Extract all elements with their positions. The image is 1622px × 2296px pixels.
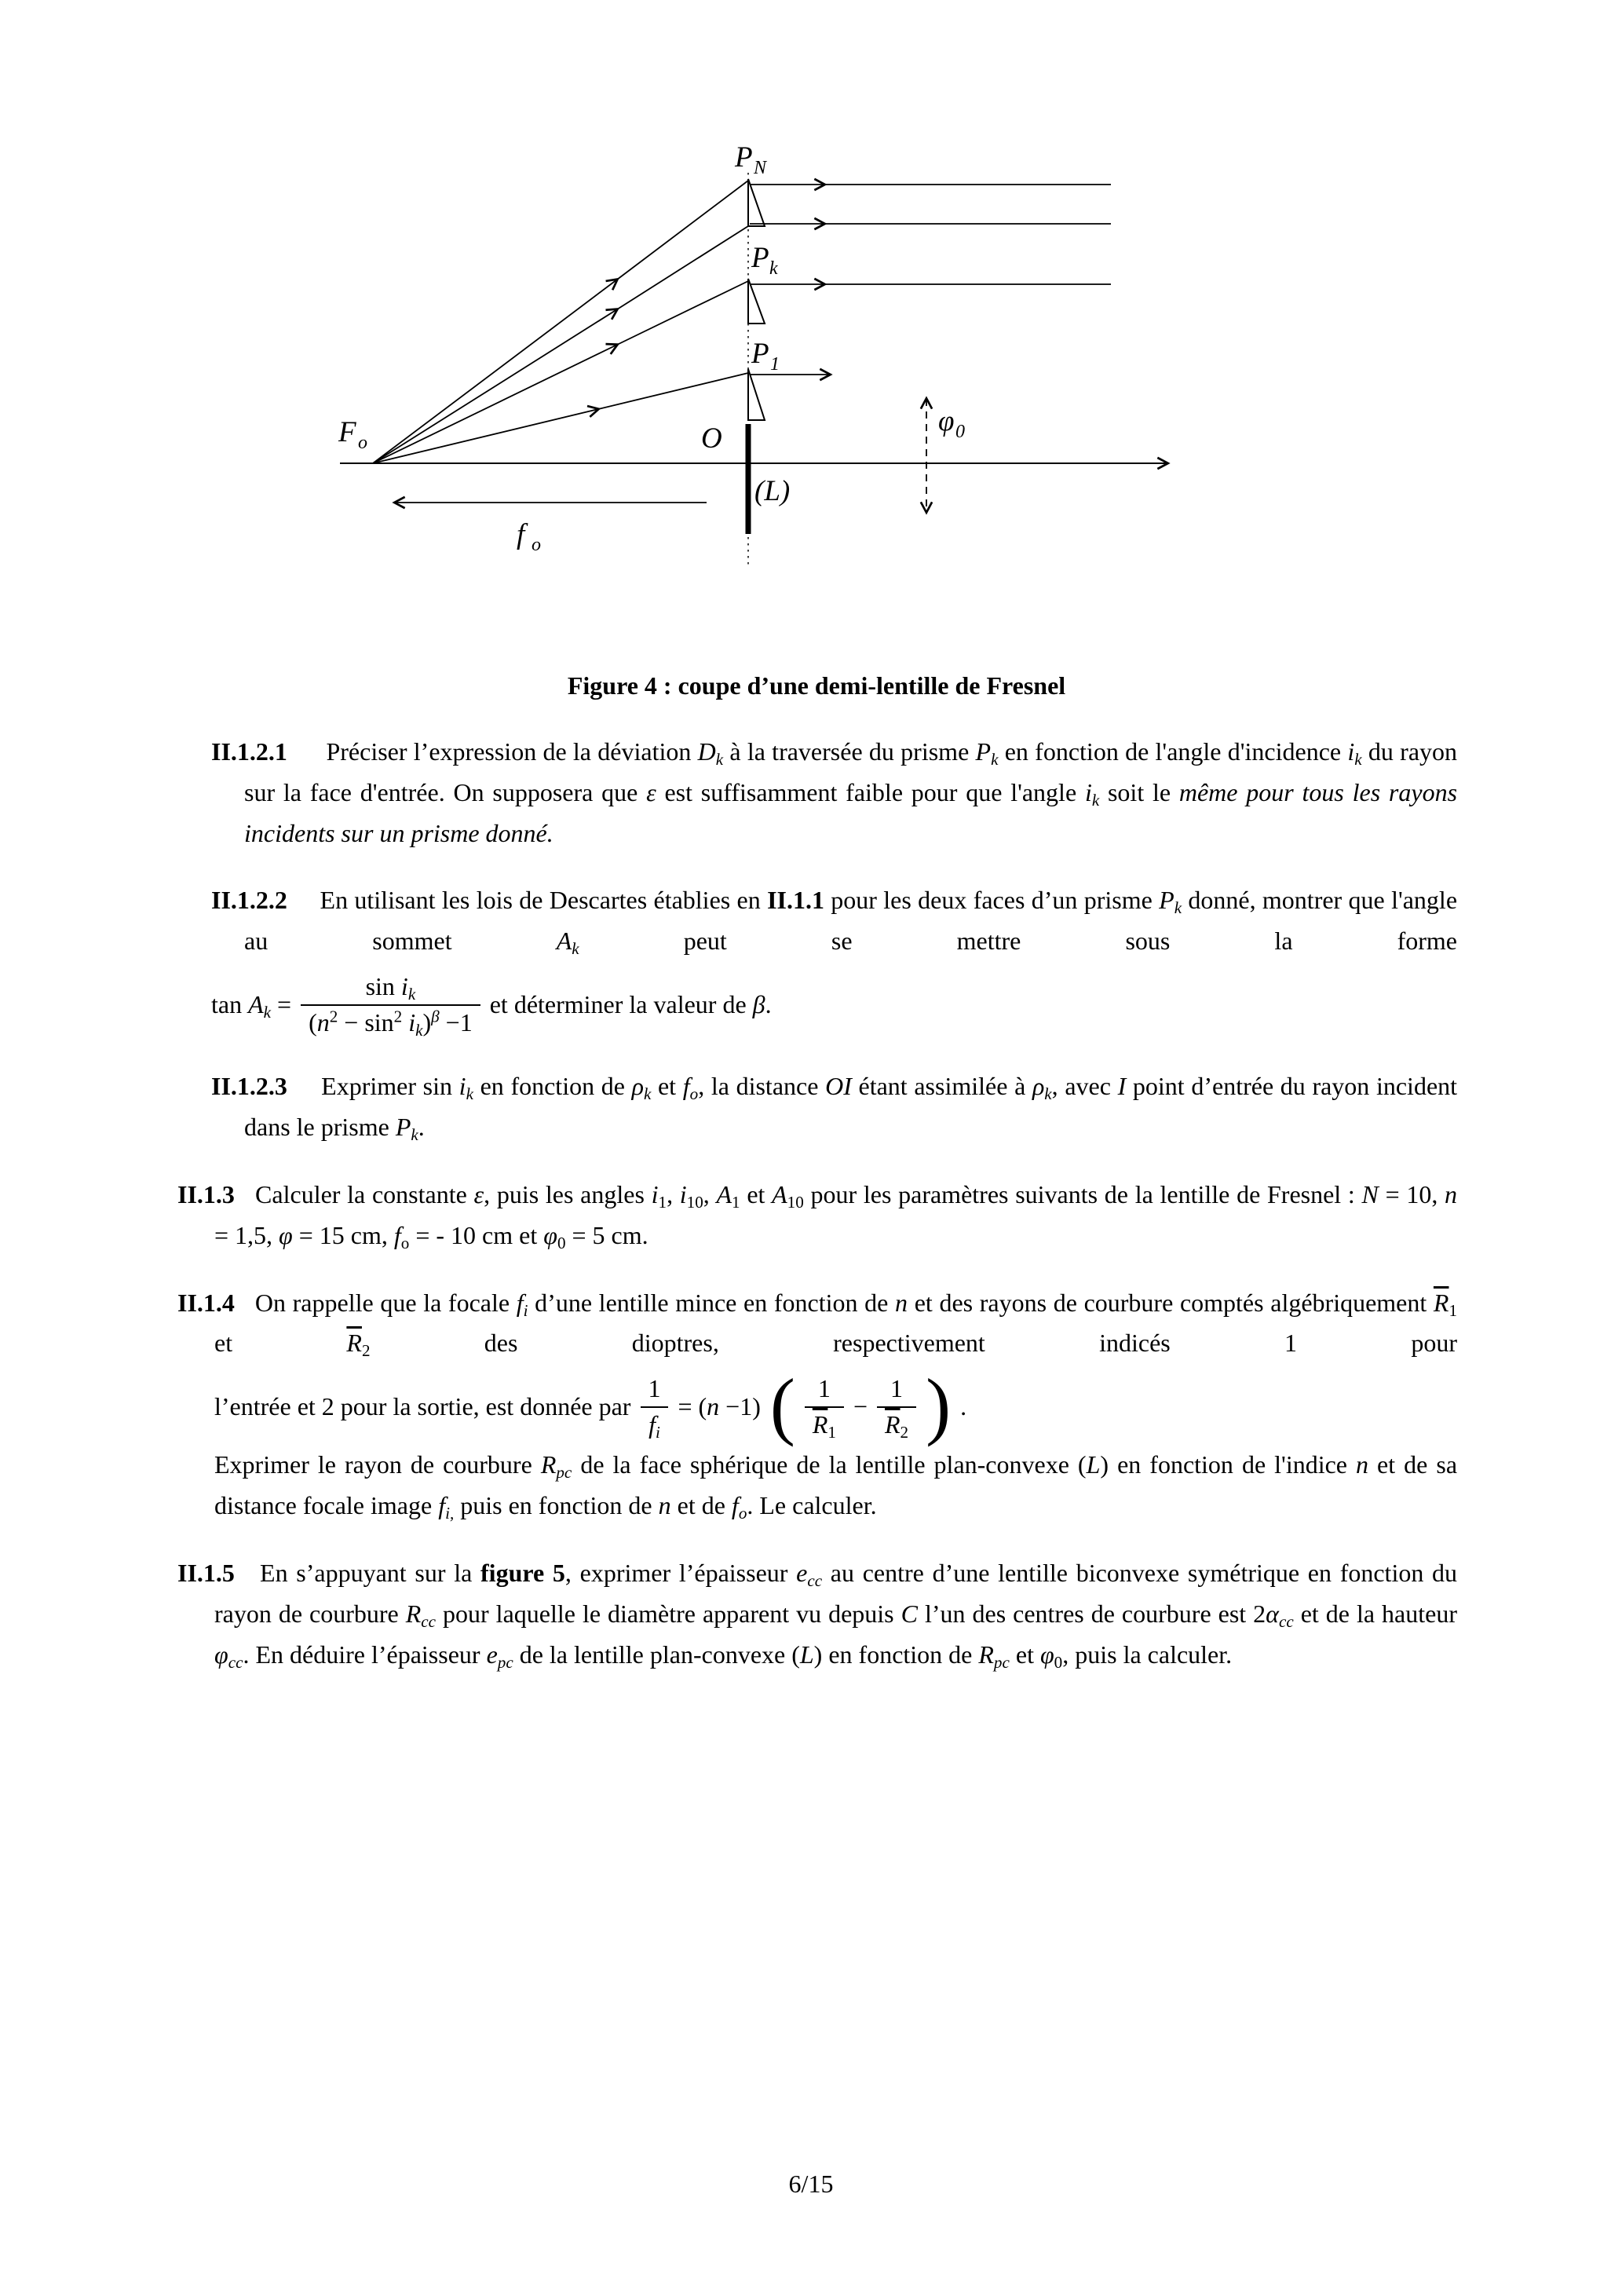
paragraph-II-1-2-3: II.1.2.3 Exprimer sin ik en fonction de ρk et fo, la distance OI étant assimilée à ρk, avec I point d’entrée du rayon incident dans le prisme Pk. <box>211 1072 1458 1145</box>
fraction-numerator: 1 <box>890 1374 904 1403</box>
figure-4-diagram <box>310 110 1221 581</box>
paragraph-II-1-2-1: II.1.2.1 Préciser l’expression de la déviation Dk à la traversée du prisme Pk en fonction de l'angle d'incidence ik du rayon sur la face d'entrée. On supposera que ε est suffisamment faible pour que l'angle ik soit le même pour tous les rayons incidents sur un prisme donné. <box>211 737 1458 847</box>
label-Fo-sub: o <box>358 433 367 453</box>
formula-mid: = (n −1) <box>678 1391 761 1420</box>
fraction-1-over-R2 <box>877 1372 916 1442</box>
label-O: O <box>701 422 722 455</box>
formula-lhs: tan Ak = <box>211 989 292 1022</box>
content <box>177 732 1457 1702</box>
fraction-denominator: $(n^2 - \sin^2 ik)^\beta -1$ <box>301 1004 480 1040</box>
incident-ray-2 <box>373 226 748 463</box>
label-Pk-sub: k <box>769 258 778 279</box>
label-PN-sub: N <box>754 158 767 178</box>
prism-Pk <box>748 279 765 324</box>
fraction-1-over-R1 <box>805 1372 844 1442</box>
paragraph-II-1-4-text-2: Exprimer le rayon de courbure Rpc de la face sphérique de la lentille plan-convexe (L) en fonction de l'indice n et de sa distance focale image fi, puis en fonction de n et de fo. Le calculer. <box>214 1450 1458 1523</box>
paragraph-II-1-3: II.1.3 Calculer la constante ε, puis les angles i1, i10, A1 et A10 pour les paramètres suivants de la lentille de Fresnel : N = 10, n = 1,5, φ = 15 cm, fo = - 10 cm et φ0 = 5 cm. <box>177 1179 1458 1252</box>
prism-PN <box>748 179 765 226</box>
incident-ray-1 <box>373 181 748 463</box>
paragraph-II-1-2-2-text: II.1.2.2 En utilisant les lois de Descartes établies en II.1.1 pour les deux faces d’un prisme Pk donné, montrer que l'angle au sommet Ak peut se mettre sous la forme <box>211 886 1458 959</box>
label-PN: P <box>735 141 753 174</box>
label-Pk: P <box>751 242 769 274</box>
label-P1-sub: 1 <box>770 354 780 375</box>
label-Fo: F <box>338 416 356 448</box>
formula-period: . <box>960 1391 967 1420</box>
page-number: 6/15 <box>788 2170 834 2198</box>
fraction-denominator: $\overline{R}1$ <box>805 1406 844 1442</box>
label-fo: f <box>517 518 525 550</box>
incident-ray-4 <box>373 373 748 463</box>
fraction-1-over-fi <box>640 1372 668 1442</box>
paragraph-II-1-4 <box>177 1283 1457 1527</box>
figure-4 <box>310 110 1221 581</box>
paragraph-II-1-2-2 <box>177 880 1457 1040</box>
fraction-numerator: 1 <box>648 1374 661 1403</box>
paragraph-II-1-4-text: II.1.4 On rappelle que la focale fi d’une lentille mince en fonction de n et des rayons de courbure comptés algébriquement $\overline{R}1$ et $\overline{R}2$ des dioptres, respectivement indicés 1 pour <box>177 1288 1458 1361</box>
formula-tan-Ak <box>211 970 1457 1040</box>
formula-lensmaker: l’entrée et 2 pour la sortie, est donnée par $\frac{1}{fi}$ = (n −1) ( $\frac{1}{\overline{R}1}$ − $\frac{1}{\overline{R}2}$ ) . <box>214 1362 967 1447</box>
prism-P1 <box>748 369 765 420</box>
label-phi0: φ <box>938 405 955 437</box>
label-phi0-sub: 0 <box>955 422 965 442</box>
label-L: (L) <box>754 475 791 507</box>
fraction-numerator: sin ik <box>365 972 416 1004</box>
label-P1: P <box>751 338 769 370</box>
fraction-denominator: $\overline{R}2$ <box>877 1406 916 1442</box>
fraction-sin-ik <box>301 970 480 1040</box>
incident-ray-3 <box>373 281 748 463</box>
label-fo-sub: o <box>532 535 541 555</box>
fraction-denominator: fi <box>641 1406 668 1442</box>
fraction-numerator: 1 <box>817 1374 831 1403</box>
figure-caption: Figure 4 : coupe d’une demi-lentille de Fresnel <box>567 671 1066 700</box>
formula-pre-text: l’entrée et 2 pour la sortie, est donnée par <box>214 1391 631 1420</box>
formula-minus: − <box>853 1391 868 1420</box>
paragraph-II-1-5: II.1.5 En s’appuyant sur la figure 5, exprimer l’épaisseur ecc au centre d’une lentille biconvexe symétrique en fonction du rayon de courbure Rcc pour laquelle le diamètre apparent vu depuis C l’un des centres de courbure est 2αcc et de la hauteur φcc. En déduire l’épaisseur epc de la lentille plan-convexe (L) en fonction de Rpc et φ0, puis la calculer. <box>177 1559 1458 1672</box>
formula-rhs: et déterminer la valeur de β. <box>489 989 772 1018</box>
